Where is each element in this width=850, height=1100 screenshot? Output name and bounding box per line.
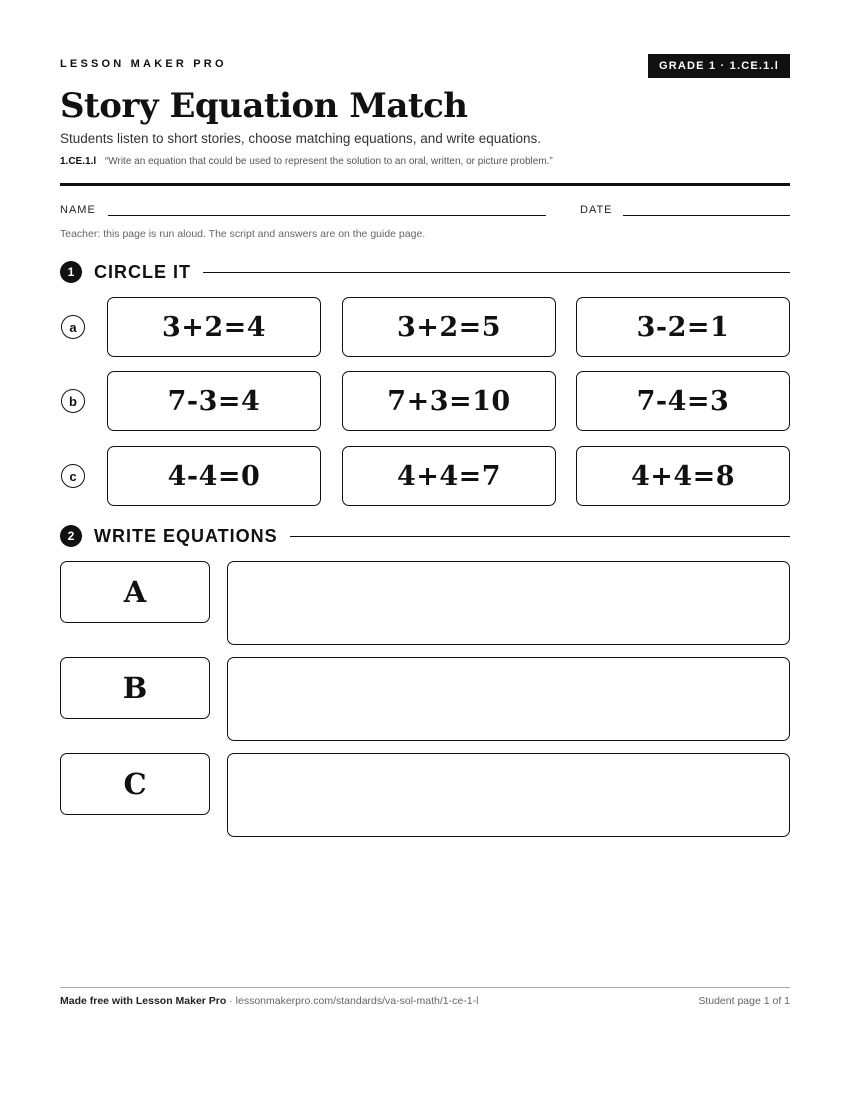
answer-box-a[interactable] (227, 561, 790, 645)
section-title: CIRCLE IT (94, 261, 191, 282)
footer-credit (60, 995, 478, 1007)
section-number-badge: 1 (60, 261, 82, 283)
footer-divider (60, 987, 790, 988)
answer-box-b[interactable] (227, 657, 790, 741)
standard-line (60, 156, 553, 167)
section-circle-it-header (60, 260, 790, 284)
page-subtitle: Students listen to short stories, choose matching equations, and write equations. (60, 131, 542, 146)
story-label-b: B (60, 657, 210, 719)
equation-choice[interactable]: 7+3=10 (342, 371, 556, 431)
section-divider (203, 272, 790, 273)
equation-choice[interactable]: 3+2=4 (107, 297, 321, 357)
section-number-badge: 2 (60, 525, 82, 547)
grade-badge: GRADE 1 · 1.CE.1.l (648, 54, 790, 78)
name-label: NAME (60, 204, 96, 216)
page-title: Story Equation Match (60, 86, 468, 126)
equation-choice[interactable]: 4+4=8 (576, 446, 790, 506)
student-info-row (60, 204, 790, 218)
story-label-a: A (60, 561, 210, 623)
teacher-note: Teacher: this page is run aloud. The script and answers are on the guide page. (60, 228, 426, 240)
standard-text: “Write an equation that could be used to represent the solution to an oral, written, or picture problem.” (104, 156, 553, 167)
equation-choice[interactable]: 7-3=4 (107, 371, 321, 431)
section-divider (290, 536, 790, 537)
row-letter-a: a (61, 315, 85, 339)
footer-page-number: Student page 1 of 1 (698, 995, 790, 1007)
date-field[interactable] (623, 215, 790, 216)
answer-box-c[interactable] (227, 753, 790, 837)
story-label-c: C (60, 753, 210, 815)
brand-name: LESSON MAKER PRO (60, 58, 227, 70)
standard-code: 1.CE.1.l (60, 156, 97, 167)
footer-url[interactable]: · lessonmakerpro.com/standards/va-sol-math/1-ce-1-l (226, 995, 479, 1007)
section-title: WRITE EQUATIONS (94, 525, 278, 546)
equation-choice[interactable]: 4+4=7 (342, 446, 556, 506)
row-letter-b: b (61, 389, 85, 413)
section-write-equations-header (60, 524, 790, 548)
header-divider (60, 183, 790, 186)
footer-made-with: Made free with Lesson Maker Pro (60, 995, 227, 1007)
date-label: DATE (580, 204, 613, 216)
equation-choice[interactable]: 3+2=5 (342, 297, 556, 357)
equation-choice[interactable]: 7-4=3 (576, 371, 790, 431)
row-letter-c: c (61, 464, 85, 488)
name-field[interactable] (108, 215, 546, 216)
equation-choice[interactable]: 4-4=0 (107, 446, 321, 506)
equation-choice[interactable]: 3-2=1 (576, 297, 790, 357)
